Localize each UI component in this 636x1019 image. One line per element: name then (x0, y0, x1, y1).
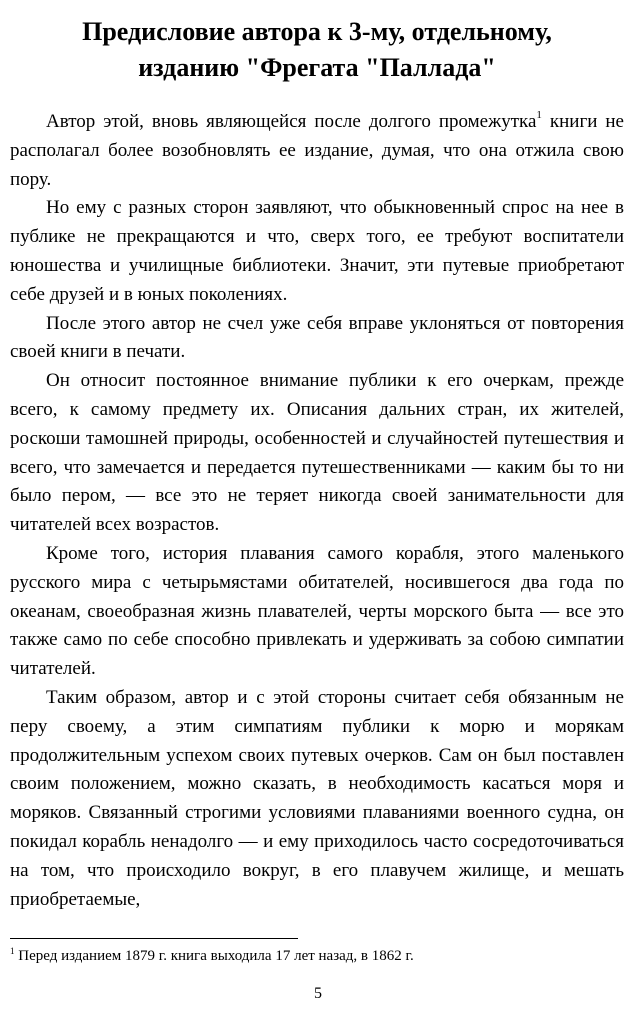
paragraph-1-continuation: книги не располагал более возобновлять ее издание, думая, что она отжила свою пору. (10, 111, 624, 190)
footnote-reference[interactable]: 1 (536, 109, 542, 121)
footnote-divider (10, 938, 298, 939)
footnote-marker: 1 (10, 946, 15, 956)
footnote (10, 946, 414, 966)
paragraph-1 (10, 108, 624, 194)
paragraph-6: Таким образом, автор и с этой стороны считает себя обязанным не перу своему, а этим симпатиям публики к морю и морякам продолжительным успехом своих путевых очерков. Сам он был поставлен своим положением, можно сказать, в необходимость касаться моря и моряков. Связанный строгими условиями плаваниями военного судна, он покидал корабль ненадолго — и ему приходилось часто сосредоточиваться на том, что происходило вокруг, в его плавучем жилище, и мешать приобретаемые, (10, 686, 624, 910)
paragraph-4: Он относит постоянное внимание публики к его очеркам, прежде всего, к самому предмету их. Описания дальних стран, их жителей, роскоши тамошней природы, особенностей и случайностей путешествия и всего, что замечается и передается путешественниками — каким бы то ни было пером, — все это не теряет никогда своей занимательности для читателей всех возрастов. (10, 370, 624, 536)
footnote-text: Перед изданием 1879 г. книга выходила 17 лет назад, в 1862 г. (14, 948, 414, 964)
title-line-2: изданию "Фрегата "Паллада" (138, 53, 496, 82)
title-line-1: Предисловие автора к 3-му, отдельному, (82, 17, 552, 46)
page-number: 5 (314, 985, 322, 1002)
preface-text (10, 108, 624, 914)
paragraph-2: Но ему с разных сторон заявляют, что обыкновенный спрос на нее в публике не прекращаются и что, сверх того, ее требуют воспитатели юношества и училищные библиотеки. Значит, эти путевые приобретают себе друзей и в юных поколениях. (10, 197, 624, 305)
paragraph-1-text: Автор этой, вновь являющейся после долгого промежутка (46, 111, 537, 132)
page-title (18, 14, 616, 86)
paragraph-5: Кроме того, история плавания самого корабля, этого маленького русского мира с четырьмястами обитателей, носившегося два года по океанам, своеобразная жизнь плавателей, черты морского быта — все это также само по себе способно привлекать и удерживать за собою симпатии читателей. (10, 542, 624, 680)
paragraph-3: После этого автор не счел уже себя вправе уклоняться от повторения своей книги в печати. (10, 312, 624, 363)
